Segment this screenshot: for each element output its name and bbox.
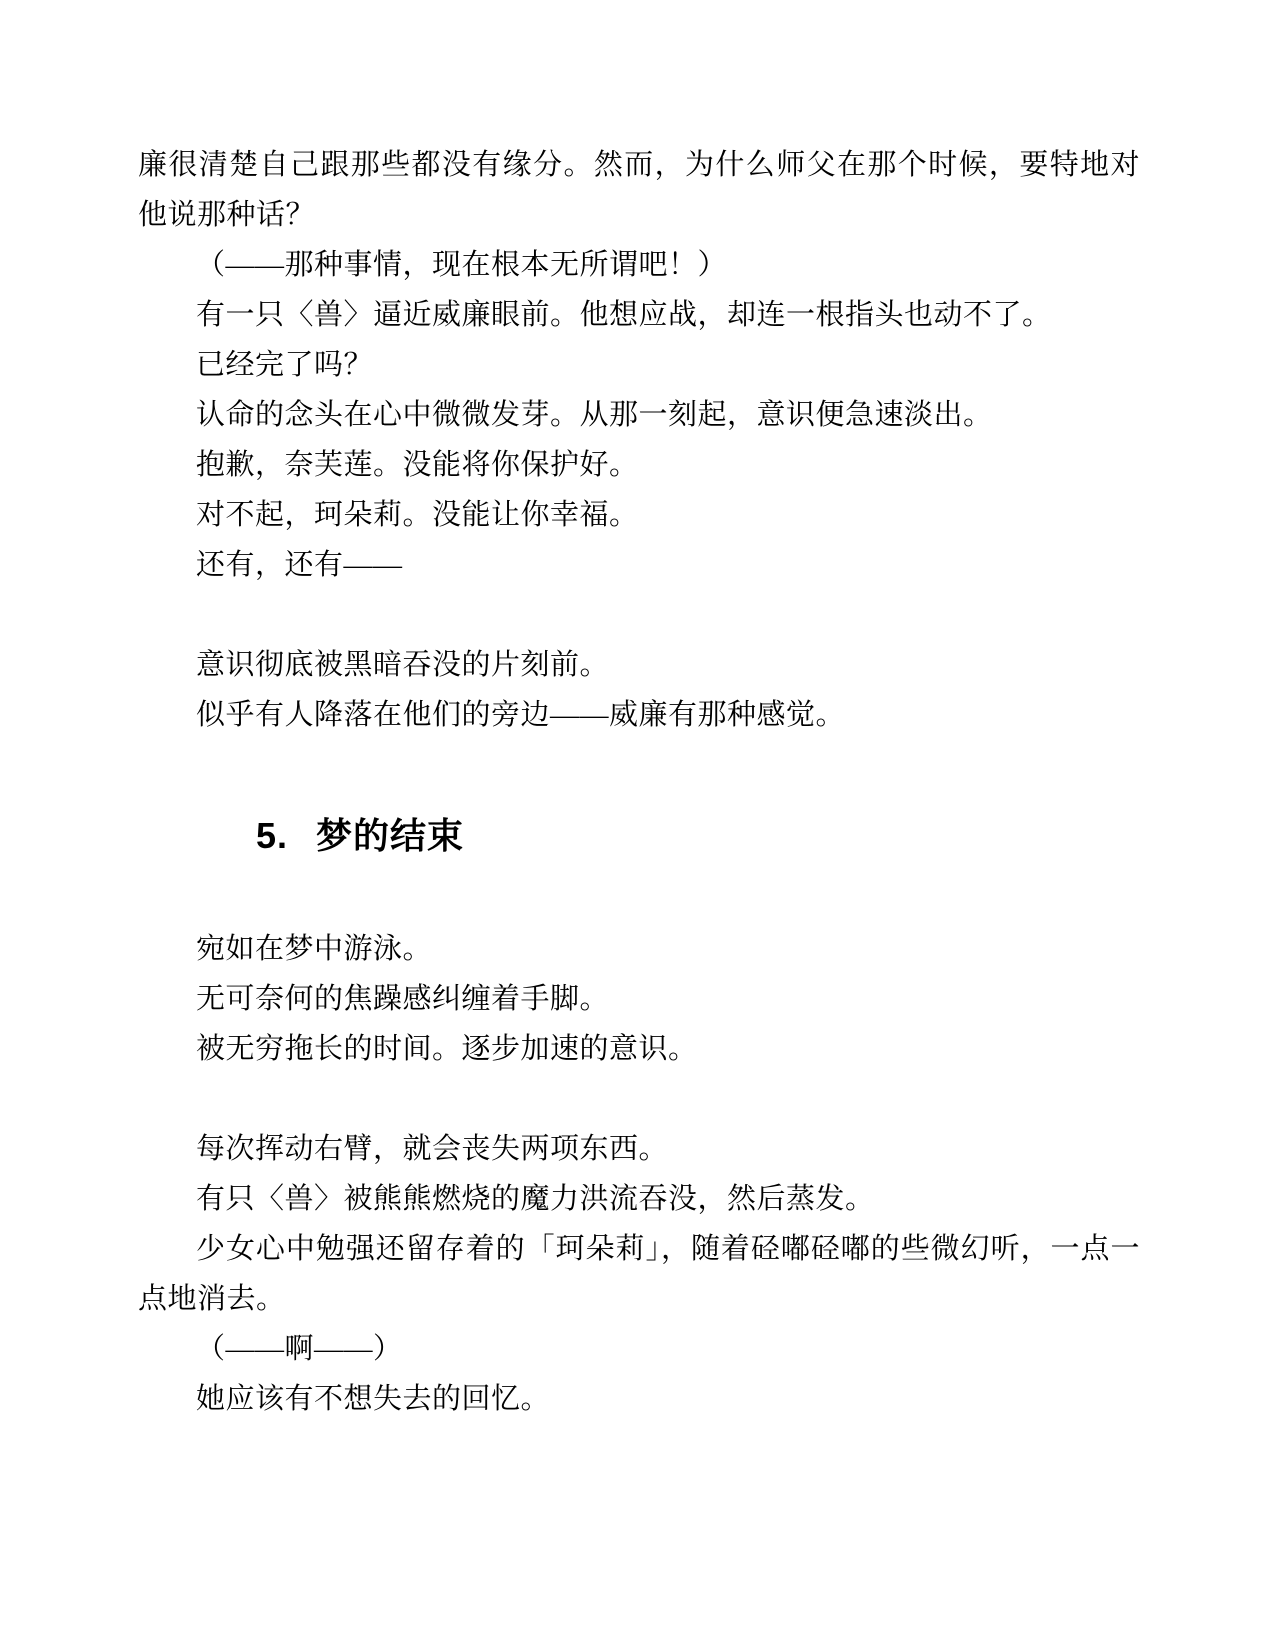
paragraph: （——啊——） — [196, 1333, 403, 1365]
heading-spacer-top — [138, 740, 1140, 810]
paragraph: 有一只〈兽〉逼近威廉眼前。他想应战，却连一根指头也动不了。 — [196, 299, 1052, 331]
paragraph: 似乎有人降落在他们的旁边——威廉有那种感觉。 — [196, 699, 846, 731]
paragraph: 已经完了吗？ — [196, 349, 374, 381]
paragraph: 有只〈兽〉被熊熊燃烧的魔力洪流吞没，然后蒸发。 — [196, 1183, 875, 1215]
paragraph: 意识彻底被黑暗吞没的片刻前。 — [196, 649, 610, 681]
section-number: 5. — [256, 815, 289, 856]
paragraph: 对不起，珂朵莉。没能让你幸福。 — [196, 499, 639, 531]
paragraph: 宛如在梦中游泳。 — [196, 933, 433, 965]
paragraph: （——那种事情，现在根本无所谓吧！） — [196, 249, 728, 281]
paragraph: 少女心中勉强还留存着的「珂朵莉」，随着硁嘟硁嘟的些微幻听，一点一点地消去。 — [138, 1233, 1140, 1315]
paragraph: 还有，还有—— — [196, 549, 403, 581]
section-title: 梦的结束 — [316, 815, 465, 856]
section-heading — [138, 810, 1140, 862]
paragraph: 她应该有不想失去的回忆。 — [196, 1383, 551, 1415]
document-body — [138, 140, 1140, 1424]
paragraph: 认命的念头在心中微微发芽。从那一刻起，意识便急速淡出。 — [196, 399, 993, 431]
paragraph: 抱歉，奈芙莲。没能将你保护好。 — [196, 449, 639, 481]
paragraph-spacer — [138, 590, 1140, 640]
paragraph: 廉很清楚自己跟那些都没有缘分。然而，为什么师父在那个时候，要特地对他说那种话？ — [138, 149, 1140, 231]
paragraph-spacer — [138, 1074, 1140, 1124]
heading-spacer-bottom — [138, 862, 1140, 924]
paragraph: 每次挥动右臂，就会丧失两项东西。 — [196, 1133, 669, 1165]
paragraph: 无可奈何的焦躁感纠缠着手脚。 — [196, 983, 610, 1015]
paragraph: 被无穷拖长的时间。逐步加速的意识。 — [196, 1033, 698, 1065]
